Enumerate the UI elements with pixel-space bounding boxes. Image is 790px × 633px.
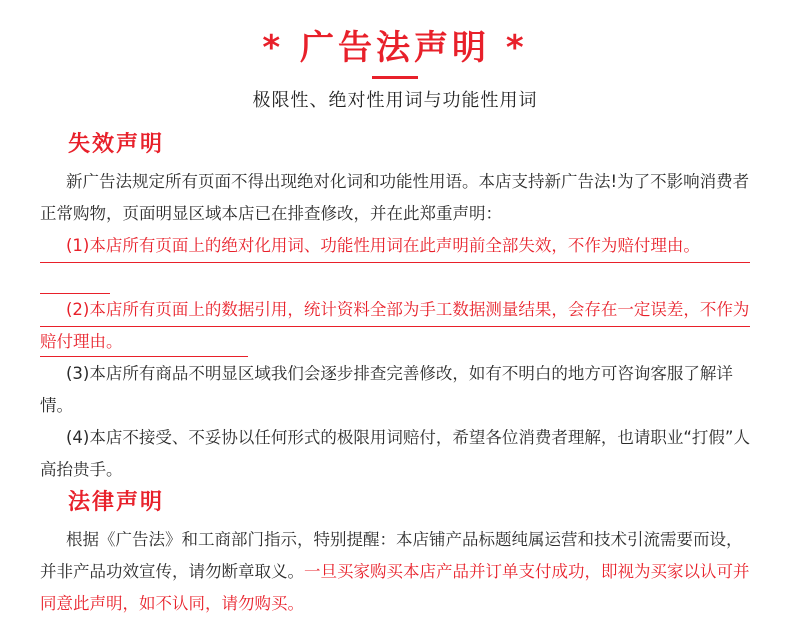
title-underline [372, 76, 418, 79]
section-heading-legal: 法律声明 [68, 490, 165, 515]
section-heading-invalidation: 失效声明 [68, 132, 165, 157]
clause-1: (1)本店所有页面上的绝对化用词、功能性用词在此声明前全部失效，不作为赔付理由。 [66, 236, 700, 255]
legal-statement [40, 524, 752, 620]
clause-2-underline [40, 326, 750, 327]
clause-4: (4)本店不接受、不妥协以任何形式的极限用词赔付，希望各位消费者理解，也请职业“打假”人高抬贵手。 [40, 428, 750, 479]
clause-1-underline [40, 262, 750, 263]
legal-statement-emphasis: 一旦买家购买本店产品并订单支付成功，即视为买家以认可并同意此声明，如不认同，请勿购买。 [40, 562, 750, 613]
clause-2-underline-end [40, 356, 248, 357]
section1-intro: 新广告法规定所有页面不得出现绝对化词和功能性用语。本店支持新广告法!为了不影响消费者正常购物，页面明显区域本店已在排查修改，并在此郑重声明： [40, 172, 750, 223]
page-title: * 广告法声明 * [262, 28, 528, 68]
page-subtitle: 极限性、绝对性用词与功能性用词 [252, 90, 538, 111]
clause-2: (2)本店所有页面上的数据引用，统计资料全部为手工数据测量结果，会存在一定误差，不作为赔付理由。 [40, 300, 750, 351]
clause-3: (3)本店所有商品不明显区域我们会逐步排查完善修改，如有不明白的地方可咨询客服了解详情。 [40, 364, 733, 415]
legal-statement-text: 根据《广告法》和工商部门指示，特别提醒：本店铺产品标题纯属运营和技术引流需要而设，并非产品功效宣传，请勿断章取义。 [40, 530, 743, 581]
